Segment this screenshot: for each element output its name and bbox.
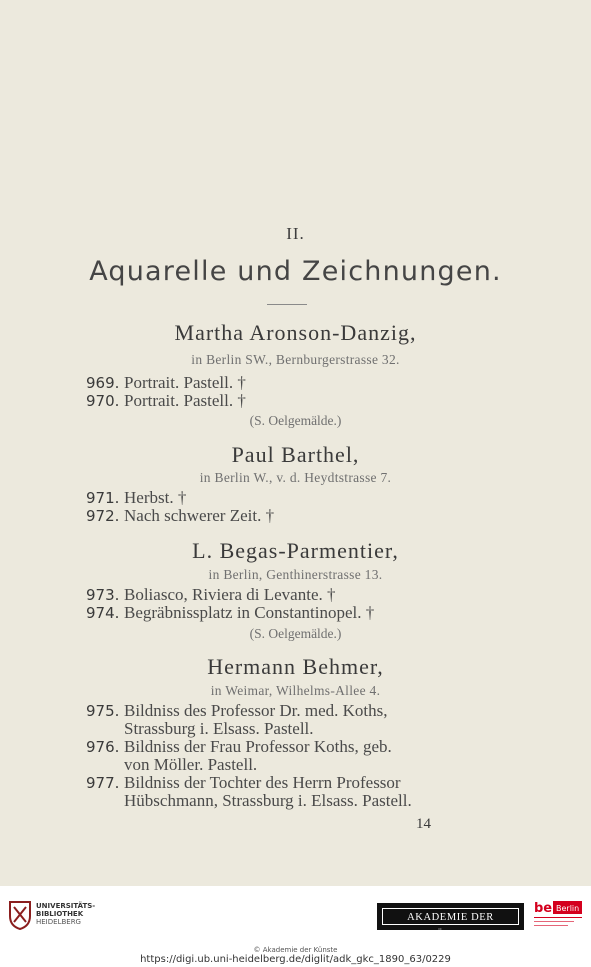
entry-text: Begräbnissplatz in Constantinopel. † — [124, 603, 375, 622]
entry-text: Nach schwerer Zeit. † — [124, 506, 275, 525]
entry-number: 969. — [86, 374, 120, 392]
artist-name: Martha Aronson-Danzig, — [174, 320, 417, 345]
catalog-entry — [86, 507, 466, 525]
artist-address: in Weimar, Wilhelms-Allee 4. — [210, 683, 381, 698]
entry-text: Bildniss des Professor Dr. med. Koths, — [124, 701, 388, 720]
section-title: Aquarelle und Zeichnungen. — [89, 256, 502, 287]
artist-name: L. Begas-Parmentier, — [192, 538, 399, 563]
cross-reference-note: (S. Oelgemälde.) — [249, 626, 342, 641]
artist-address: in Berlin W., v. d. Heydtstrasse 7. — [199, 470, 392, 485]
catalog-entry — [86, 392, 466, 410]
catalog-entry — [86, 738, 466, 774]
svg-text:Berlin: Berlin — [556, 904, 580, 913]
catalog-entry — [86, 586, 466, 604]
artist-name: Hermann Behmer, — [207, 654, 384, 679]
section-number: II. — [286, 224, 305, 243]
akademie-der-kuenste-logo-link[interactable] — [377, 903, 524, 940]
page-number: 14 — [416, 816, 431, 832]
akademie-label: AKADEMIE DER KÜNSTE — [382, 908, 519, 925]
be-berlin-logo-icon — [532, 898, 584, 932]
title-divider — [267, 304, 307, 305]
artist-name: Paul Barthel, — [231, 442, 360, 467]
source-url-link[interactable]: https://digi.ub.uni-heidelberg.de/diglit/adk_gkc_1890_63/0229 — [140, 954, 451, 965]
entry-text: Bildniss der Frau Professor Koths, geb. — [124, 737, 392, 756]
catalog-entry — [86, 489, 466, 507]
entry-number: 973. — [86, 586, 120, 604]
entry-number: 975. — [86, 702, 120, 720]
entry-continuation: Hübschmann, Strassburg i. Elsass. Pastell. — [124, 791, 412, 810]
entry-text: Portrait. Pastell. † — [124, 391, 246, 410]
entry-text: Herbst. † — [124, 488, 187, 507]
entry-text: Portrait. Pastell. † — [124, 373, 246, 392]
entry-number: 974. — [86, 604, 120, 622]
entry-continuation: Strassburg i. Elsass. Pastell. — [124, 719, 314, 738]
university-library-text: UNIVERSITÄTS- BIBLIOTHEK HEIDELBERG — [36, 902, 96, 926]
catalog-entry — [86, 604, 466, 622]
catalog-entry — [86, 374, 466, 392]
catalog-entry — [86, 702, 466, 738]
catalog-entry — [86, 774, 466, 810]
entry-number: 970. — [86, 392, 120, 410]
cross-reference-note: (S. Oelgemälde.) — [249, 413, 342, 428]
entry-text: Bildniss der Tochter des Herrn Professor — [124, 773, 401, 792]
copyright-notice: © Akademie der Künste — [253, 946, 338, 954]
entry-number: 971. — [86, 489, 120, 507]
entry-continuation: von Möller. Pastell. — [124, 755, 258, 774]
artist-address: in Berlin, Genthinerstrasse 13. — [208, 567, 383, 582]
artist-address: in Berlin SW., Bernburgerstrasse 32. — [191, 352, 400, 367]
svg-text:be: be — [534, 901, 553, 916]
entry-number: 972. — [86, 507, 120, 525]
entry-text: Boliasco, Riviera di Levante. † — [124, 585, 336, 604]
university-crest-icon — [8, 898, 32, 930]
entry-number: 977. — [86, 774, 120, 792]
entry-number: 976. — [86, 738, 120, 756]
